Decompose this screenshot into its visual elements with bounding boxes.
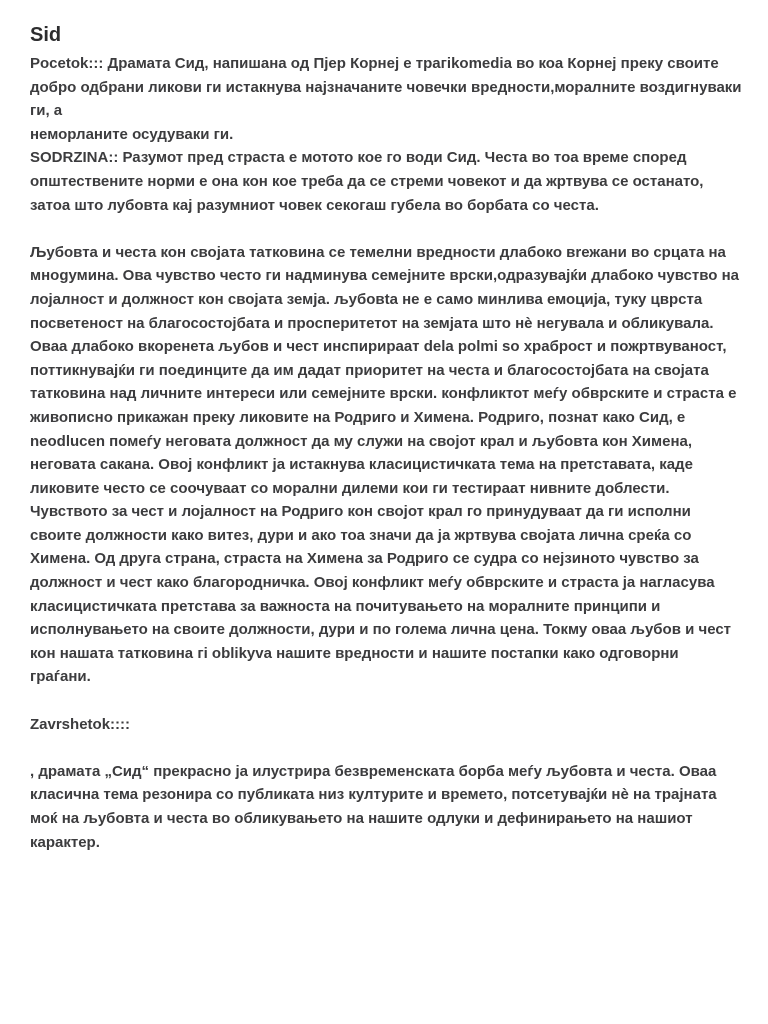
note-paragraph-intro[interactable]: Pocetok::: Драмата Сид, напишана од Пјер Корнеј е трагikomedia во коа Корнеј преку своите добро одбрани ликови ги истакнува најзначаните човечки вредности,моралните воздигнуваки ги, а неморланите осудуваки ги. — [30, 55, 742, 143]
note-paragraph-conclusion[interactable]: , драмата „Сид“ прекрасно ја илустрира безвременската борба меѓу љубовта и честа. Оваа класична тема резонира со публиката низ културите и времето, потсетувајќи нè на трајната моќ на љубовта и честа во обликувањето на нашите одлуки и дефинирањето на нашиот карактер. — [30, 762, 717, 851]
note-paragraph-main[interactable]: Љубовта и честа кон својата татковина се темелни вредности длабоко вrежани во срцата на мнogумина. Ова чувство често ги надминува семејните врски,одразувајќи длабоко чувство на лојалност и должност кон својата земја. љубовta не е само минлива емоција, туку цврста посветеност на благосостојбата и просперитетот на земјата што нè негувала и обликувала. Оваа длабоко вкоренета љубов и чест инспирираат dela polmi so храброст и пожртвуваност, поттикнувајќи ги поединците да им дадат приоритет на честа и благосостојбата на својата татковина над личните интереси или семејните врски. конфликтот меѓу обврските и страста е живописно прикажан преку ликовите на Родриго и Химена. Родриго, познат како Сид, е neodlucen помеѓу неговата должност да му служи на својот крал и љубовта кон Химена, неговата сакана. Овој конфликт ја истакнува класицистичката тема на претставата, каде ликовите често се соочуваат со морални дилеми кои ги тестираат нивните доблести. Чувството за чест и лојалност на Родриго кон својот крал го принудуваат да ги исполни своите должности како витез, дури и ако тоа значи да ја жртвува својата лична среќа со Химена. Од друга страна, страста на Химена за Родриго се судра со нејзиното чувство за должност и чест како благородничка. Овој конфликт меѓу обврските и страста ја нагласува класицистичката претстава за важноста на почитувањето на моралните принципи и исполнувањето на своите должности, дури и по голема лична цена. Токму оваа љубов и чест кон нашата татковина гi oblikyva нашите вредности и нашите постапки како одговорни граѓани. — [30, 243, 739, 686]
blank-line[interactable] — [30, 217, 742, 241]
blank-line[interactable] — [30, 736, 742, 760]
note-paragraph-sodrzina[interactable]: SODRZINA:: Разумот пред страста е мотото кое го води Сид. Честа во тоа време според општествените норми е она кон кое треба да се стреми човекот и да жртвува се останато, затоа што лубовта кај разумниот човек секогаш губела во борбата со честа. — [30, 149, 704, 214]
note-body[interactable] — [30, 22, 742, 854]
note-heading-zavrshetok[interactable]: Zavrshetok:::: — [30, 715, 131, 733]
note-title[interactable]: Sid — [30, 24, 62, 46]
blank-line[interactable] — [30, 689, 742, 713]
